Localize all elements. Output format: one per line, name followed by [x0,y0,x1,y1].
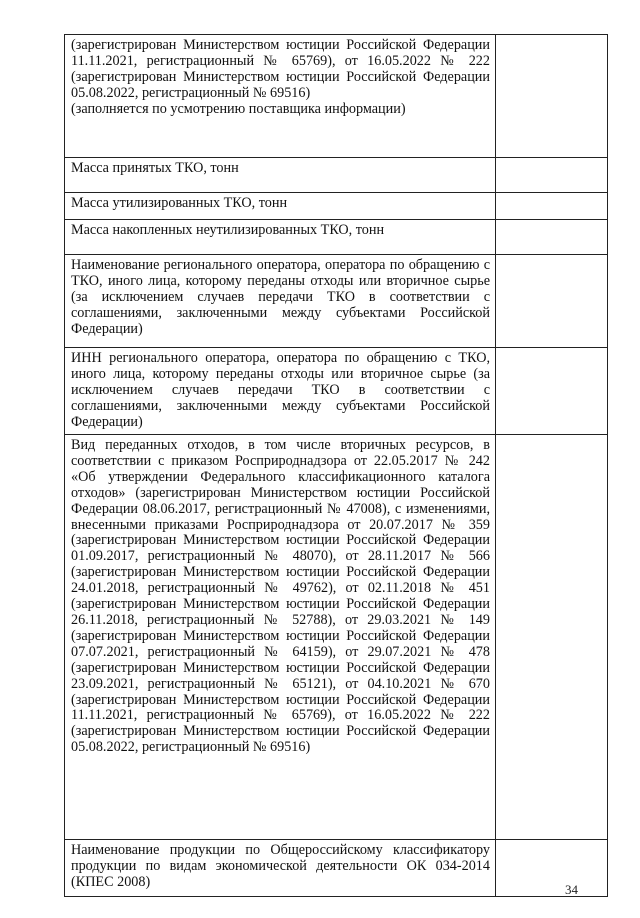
row-label-text: Масса утилизированных ТКО, тонн [71,195,288,211]
row-label-cell [65,158,496,193]
page-number: 34 [565,882,578,897]
row-label-cell [65,840,496,897]
row-label-text: Масса принятых ТКО, тонн [71,160,239,176]
row-value-cell [496,158,608,193]
row-label-text: Масса накопленных неутилизированных ТКО, тонн [71,222,385,238]
report-form-table [64,34,608,897]
row-label-cell [65,435,496,840]
table-row [65,435,608,840]
row-value-cell [496,35,608,158]
row-label-cell [65,348,496,435]
table-row [65,220,608,255]
row-value-cell [496,255,608,348]
row-label-text: Вид переданных отходов, в том числе вторичных ресурсов, в соответствии с приказом Росприроднадзора от 22.05.2017 № 242 «Об утверждении Федерального классификационного каталога отходов» (зарегистрирован Министерством юстиции Российской Федерации 08.06.2017, регистрационный № 47008), с изменениями, внесенными приказами Росприроднадзора от 20.07.2017 № 359 (зарегистрирован Министерством юстиции Российской Федерации 01.09.2017, регистрационный № 48070), от 28.11.2017 № 566 (зарегистрирован Министерством юстиции Российской Федерации 24.01.2018, регистрационный № 49762), от 02.11.2018 № 451 (зарегистрирован Министерством юстиции Российской Федерации 26.11.2018, регистрационный № 52788), от 29.03.2021 № 149 (зарегистрирован Министерством юстиции Российской Федерации 07.07.2021, регистрационный № 64159), от 29.07.2021 № 478 (зарегистрирован Министерством юстиции Российской Федерации 23.09.2021, регистрационный № 65121), от 04.10.2021 № 670 (зарегистрирован Министерством юстиции Российской Федерации 11.11.2021, регистрационный № 65769), от 16.05.2022 № 222 (зарегистрирован Министерством юстиции Российской Федерации 05.08.2022, регистрационный № 69516) [71,437,490,756]
row-label-cell [65,220,496,255]
row-label-text: Наименование регионального оператора, оператора по обращению с ТКО, иного лица, которому переданы отходы или вторичное сырье (за исключением случаев передачи ТКО в соответствии с соглашениями, заключенными между субъектами Российской Федерации) [71,257,490,337]
row-label-cell [65,35,496,158]
row-label-cell [65,255,496,348]
row-value-cell [496,193,608,220]
table-row [65,193,608,220]
row-value-cell [496,435,608,840]
row-value-cell [496,220,608,255]
row-value-cell [496,348,608,435]
row-label-text: Наименование продукции по Общероссийскому классификатору продукции по видам экономической деятельности ОК 034-2014 (КПЕС 2008) [71,842,490,890]
table-row [65,35,608,158]
row-value-cell [496,840,608,897]
table-row [65,840,608,897]
table-row [65,255,608,348]
row-label-text: ИНН регионального оператора, оператора по обращению с ТКО, иного лица, которому переданы отходы или вторичное сырье (за исключением случаев передачи ТКО в соответствии с соглашениями, заключенными между субъектами Российской Федерации) [71,350,490,430]
table-row [65,158,608,193]
table-row [65,348,608,435]
row-label-cell [65,193,496,220]
row-label-text: (зарегистрирован Министерством юстиции Российской Федерации 11.11.2021, регистрационный № 65769), от 16.05.2022 № 222 (зарегистрирован Министерством юстиции Российской Федерации 05.08.2022, регистрационный № 69516) (заполняется по усмотрению поставщика информации) [71,37,490,117]
